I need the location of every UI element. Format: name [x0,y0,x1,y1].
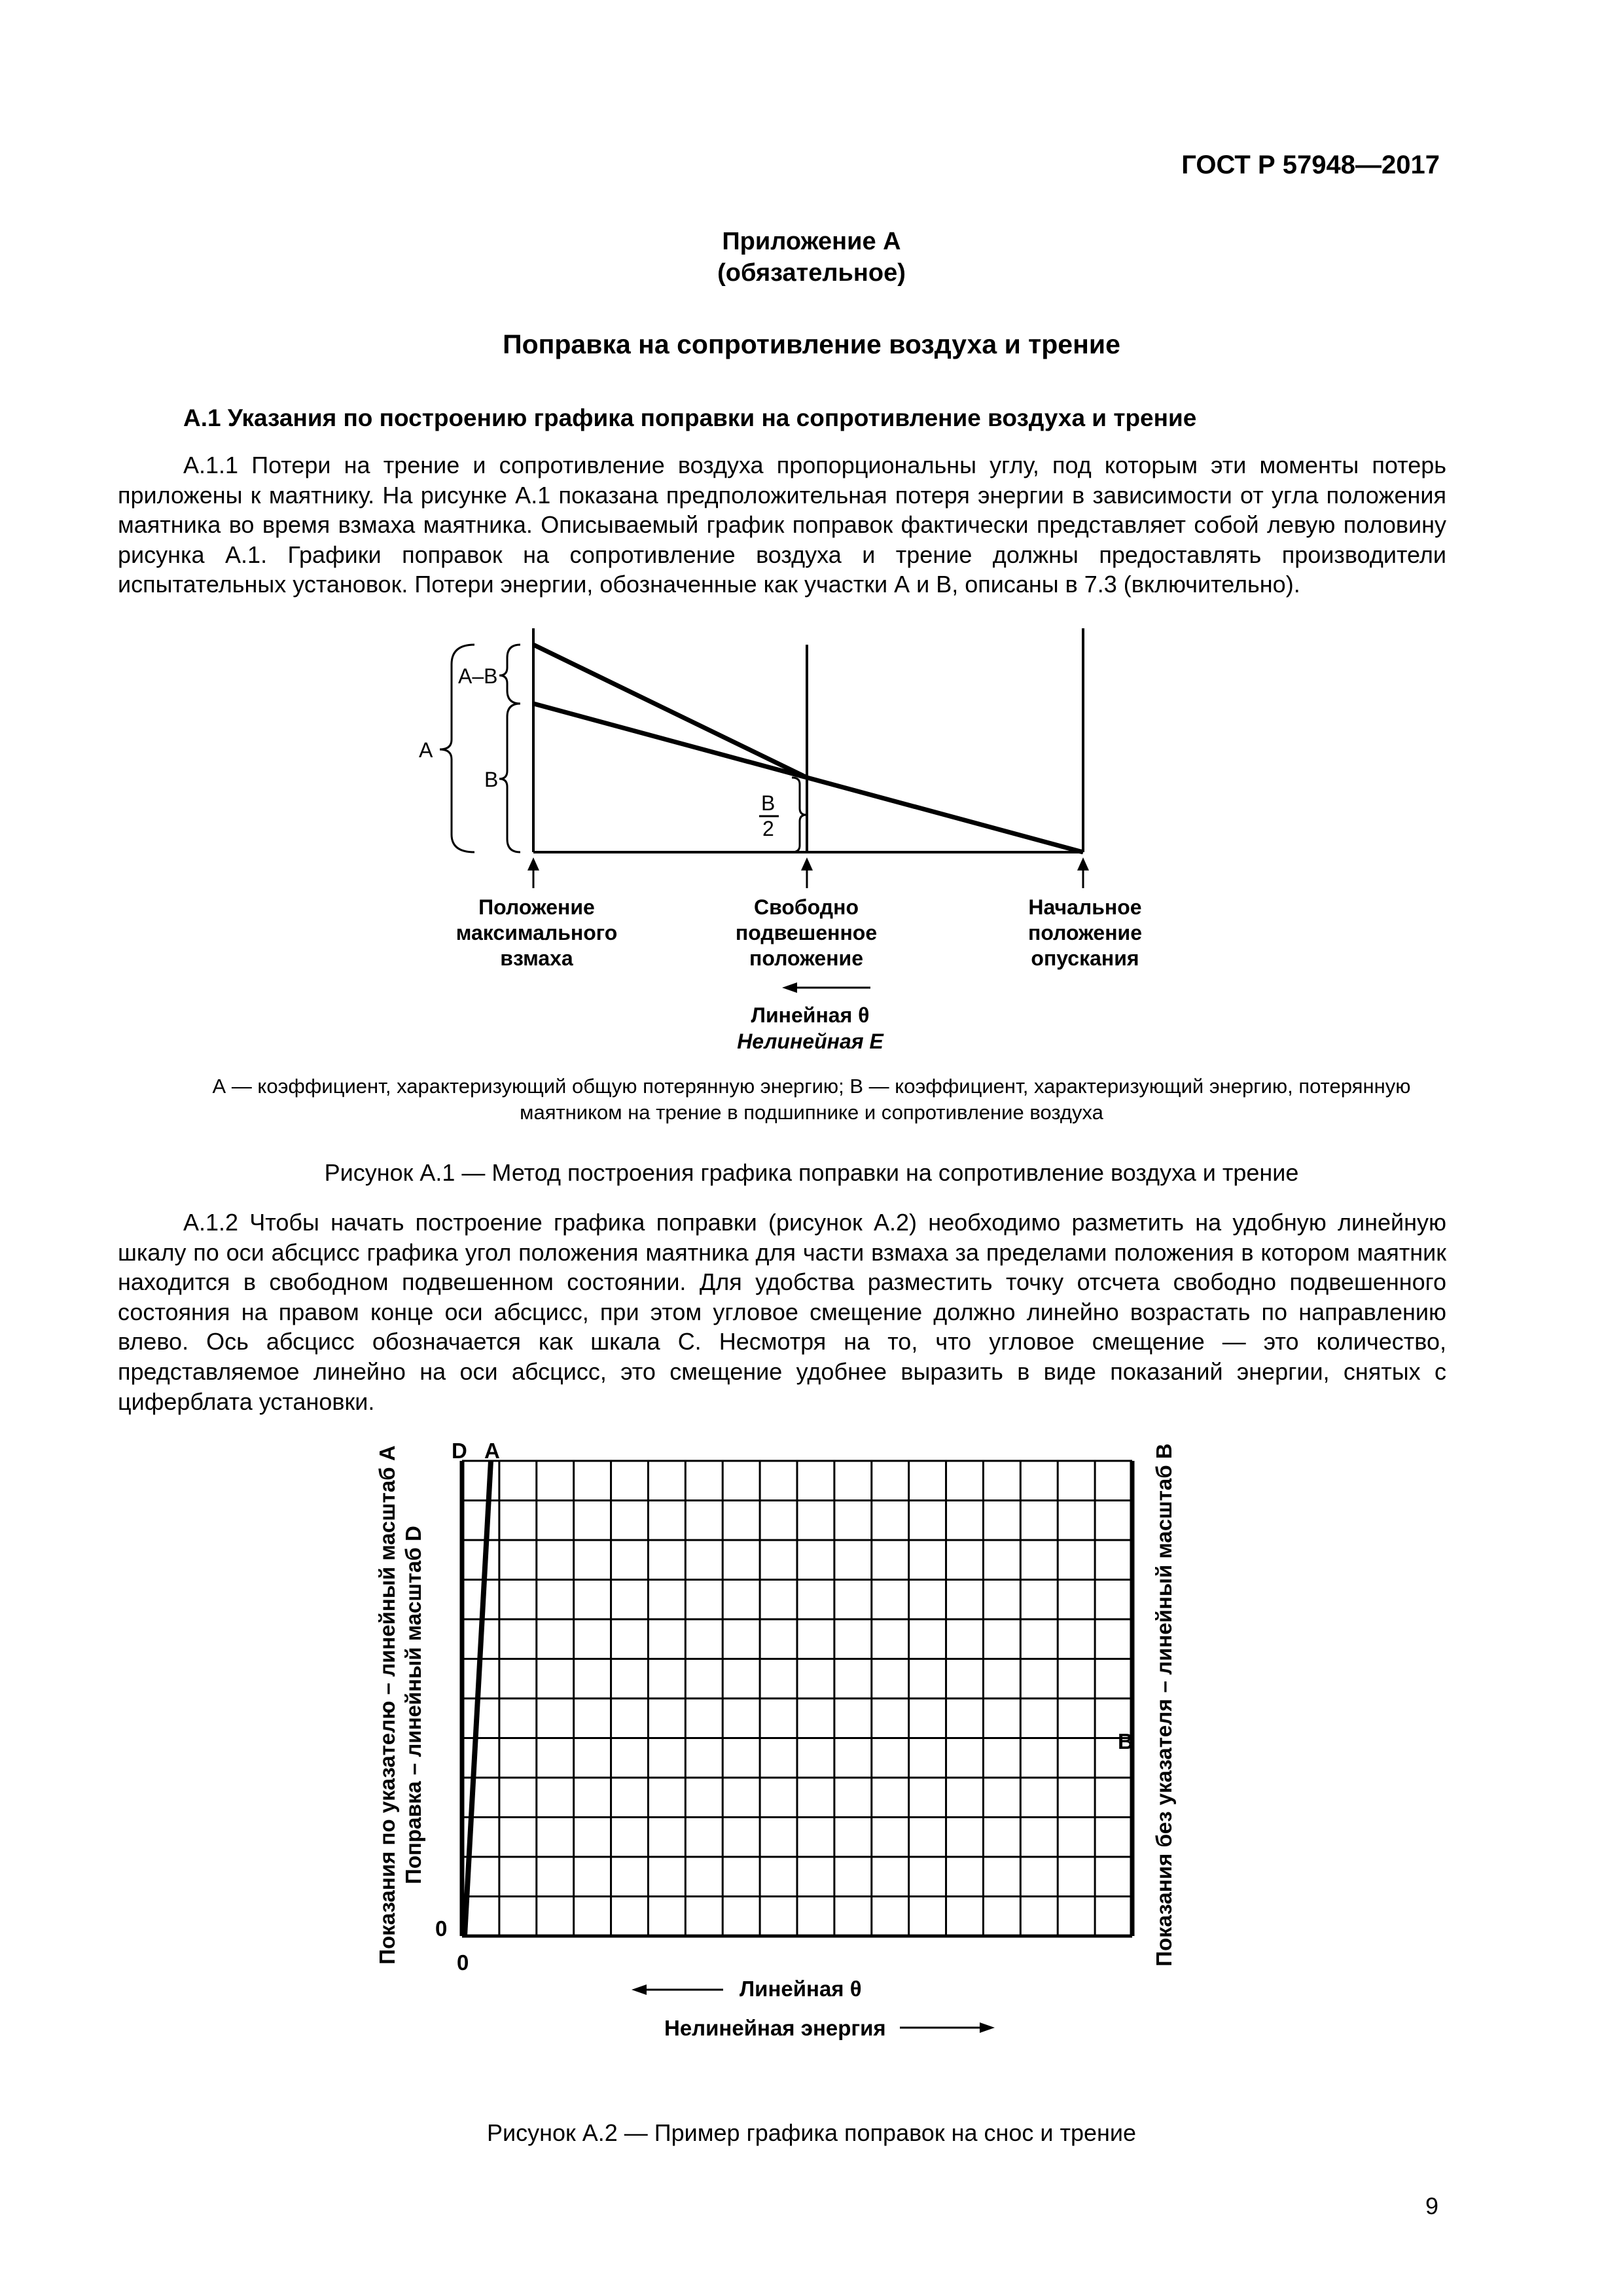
top-label-a: A [484,1439,500,1463]
brace-a-minus-b [499,645,520,704]
zero-left-label: 0 [435,1916,448,1941]
x-axis-label-linear: Линейная θ [740,1977,862,2001]
arrow-left-head [527,857,539,870]
graph-grid [462,1461,1132,1936]
label-b: В [484,768,499,791]
label-a: А [419,738,433,762]
annex-title: Приложение А [722,228,901,255]
figure-a1-caption: Рисунок А.1 — Метод построения графика поправки на сопротивление воздуха и трение [324,1159,1299,1186]
label-a-minus-b: А–В [458,664,498,688]
right-position-line-2: положение [1028,921,1142,944]
document-number-header: ГОСТ Р 57948—2017 [1181,151,1440,179]
axis-label-linear: Линейная θ [751,1003,870,1027]
label-half-denominator: 2 [762,817,774,840]
right-label-b: B [1118,1729,1133,1753]
page-number: 9 [1425,2193,1438,2219]
line-b [533,704,807,778]
y-left-label-2: Поправка – линейный масштаб D [401,1526,425,1884]
right-position-line-3: опускания [1031,946,1139,970]
brace-b [499,704,520,852]
figure-a1-legend [0,1073,1623,1126]
arrow-middle-head [801,857,813,870]
section-heading: А.1 Указания по построению графика поправки на сопротивление воздуха и трение [183,404,1197,431]
top-label-d: D [452,1439,467,1463]
paragraph-a-1-1: А.1.1 Потери на трение и сопротивление воздуха пропорциональны углу, под которым эти моменты потерь приложены к маятнику. На рисунке А.1 показана предположительная потеря энергии в зависимости от угла положения маятника во время взмаха маятника. Описываемый график поправок фактически представляет собой левую половину рисунка А.1. Графики поправок на сопротивление воздуха и трение должны предоставлять производители испытательных установок. Потери энергии, обозначенные как участки А и В, описаны в 7.3 (включительно). [118,452,1446,598]
x-arrow-right-head [980,2022,995,2033]
main-title: Поправка на сопротивление воздуха и трение [503,329,1120,359]
line-common [807,778,1083,852]
middle-position-line-3: положение [749,946,863,970]
left-position-line-1: Положение [478,895,595,919]
y-right-label: Показания без указателя – линейный масштаб В [1152,1443,1176,1967]
middle-position-line-2: подвешенное [735,921,878,944]
brace-b-half [792,778,806,852]
zero-bottom-label: 0 [457,1950,469,1975]
middle-position-line-1: Свободно [754,895,859,919]
annex-status: (обязательное) [717,259,906,287]
figure-a1-diagram [0,622,1623,1073]
figure-a2-caption: Рисунок А.2 — Пример графика поправок на снос и трение [486,2119,1137,2146]
right-position-line-1: Начальное [1028,895,1142,919]
label-half-numerator: В [761,791,776,815]
x-axis-label-energy: Нелинейная энергия [664,2016,886,2040]
x-arrow-left-head [632,1984,647,1995]
arrow-right-head [1077,857,1089,870]
legend-line-2: маятником на трение в подшипнике и сопротивление воздуха [520,1101,1103,1124]
left-position-line-2: максимального [455,921,618,944]
paragraph-a-1-2: А.1.2 Чтобы начать построение графика поправки (рисунок А.2) необходимо разметить на удобную линейную шкалу по оси абсцисс графика угол положения маятника для части взмаха за пределами положения в котором маятник находится в свободном подвешенном состоянии. Для удобства разместить точку отсчета свободно подвешенного состояния на правом конце оси абсцисс, при этом угловое смещение должно линейно возрастать по направлению влево. Ось абсцисс обозначается как шкала С. Несмотря на то, что угловое смещение — это количество, представляемое линейно на оси абсцисс, это смещение удобнее выразить в виде показаний энергии, снятых с циферблата установки. [118,1209,1446,1415]
figure-a2-graph [0,1424,1623,2186]
y-left-label-1: Показания по указателю – линейный масштаб А [375,1445,399,1965]
direction-arrow-head [782,982,797,993]
axis-label-nonlinear: Нелинейная Е [737,1030,883,1053]
left-position-line-3: взмаха [500,946,573,970]
legend-line-1: А — коэффициент, характеризующий общую потерянную энергию; В — коэффициент, характеризующий энергию, потерянную [212,1075,1411,1098]
line-a [533,645,807,778]
